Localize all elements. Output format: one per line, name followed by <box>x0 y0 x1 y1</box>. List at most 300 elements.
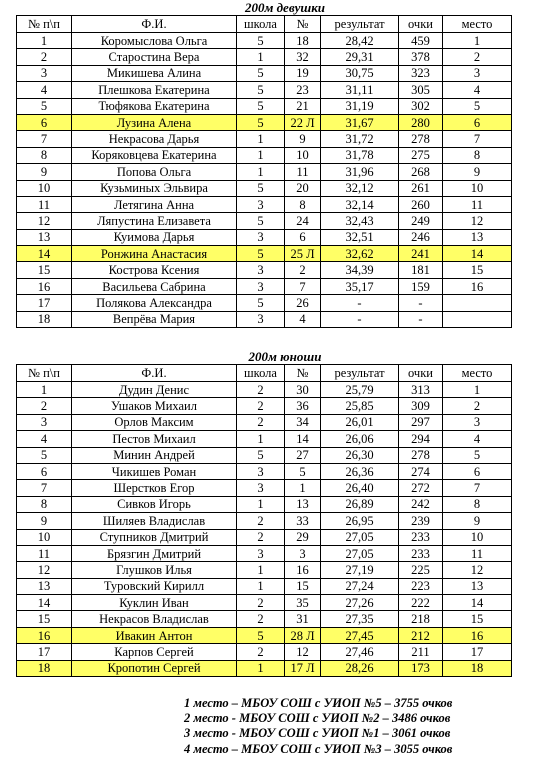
column-header: № п\п <box>17 16 72 33</box>
bib-cell: 26 <box>285 295 321 311</box>
school-cell: 2 <box>237 644 285 660</box>
place-cell: 11 <box>443 545 512 561</box>
result-cell: 31,19 <box>321 98 399 114</box>
place-cell: 15 <box>443 611 512 627</box>
points-cell: 159 <box>399 278 443 294</box>
school-cell: 1 <box>237 131 285 147</box>
table-row <box>17 114 512 130</box>
girls-table-body <box>17 33 512 328</box>
school-cell: 2 <box>237 414 285 430</box>
standing-line: 3 место - МБОУ СОШ с УИОП №1 – 3061 очков <box>184 726 451 741</box>
name-cell: Вепрёва Мария <box>72 311 237 327</box>
school-cell: 1 <box>237 496 285 512</box>
name-cell: Летягина Анна <box>72 196 237 212</box>
boys-results-table <box>16 364 512 677</box>
bib-cell: 6 <box>285 229 321 245</box>
result-cell: 27,05 <box>321 545 399 561</box>
points-cell: 225 <box>399 562 443 578</box>
result-cell: 34,39 <box>321 262 399 278</box>
row-number-cell: 17 <box>17 295 72 311</box>
school-cell: 5 <box>237 246 285 262</box>
name-cell: Полякова Александра <box>72 295 237 311</box>
points-cell: 378 <box>399 49 443 65</box>
bib-cell: 28 Л <box>285 627 321 643</box>
name-cell: Куклин Иван <box>72 595 237 611</box>
name-cell: Лузина Алена <box>72 114 237 130</box>
column-header: Ф.И. <box>72 16 237 33</box>
column-header: Ф.И. <box>72 365 237 382</box>
row-number-cell: 1 <box>17 33 72 49</box>
points-cell: 181 <box>399 262 443 278</box>
table-row <box>17 164 512 180</box>
bib-cell: 18 <box>285 33 321 49</box>
school-cell: 2 <box>237 611 285 627</box>
school-cell: 2 <box>237 529 285 545</box>
school-cell: 1 <box>237 49 285 65</box>
name-cell: Шерстков Егор <box>72 480 237 496</box>
points-cell: 261 <box>399 180 443 196</box>
bib-cell: 33 <box>285 513 321 529</box>
bib-cell: 21 <box>285 98 321 114</box>
bib-cell: 8 <box>285 196 321 212</box>
place-cell: 16 <box>443 278 512 294</box>
table-row <box>17 627 512 643</box>
place-cell: 1 <box>443 33 512 49</box>
name-cell: Некрасов Владислав <box>72 611 237 627</box>
row-number-cell: 13 <box>17 229 72 245</box>
school-cell: 2 <box>237 398 285 414</box>
row-number-cell: 11 <box>17 545 72 561</box>
name-cell: Карпов Сергей <box>72 644 237 660</box>
result-cell: 31,11 <box>321 82 399 98</box>
place-cell <box>443 311 512 327</box>
table-row <box>17 262 512 278</box>
row-number-cell: 16 <box>17 627 72 643</box>
table-row <box>17 131 512 147</box>
result-cell: 26,40 <box>321 480 399 496</box>
place-cell: 6 <box>443 114 512 130</box>
place-cell: 10 <box>443 529 512 545</box>
name-cell: Коряковцева Екатерина <box>72 147 237 163</box>
table-row <box>17 611 512 627</box>
result-cell: 26,89 <box>321 496 399 512</box>
row-number-cell: 3 <box>17 65 72 81</box>
bib-cell: 7 <box>285 278 321 294</box>
name-cell: Дудин Денис <box>72 382 237 398</box>
points-cell: 302 <box>399 98 443 114</box>
name-cell: Куимова Дарья <box>72 229 237 245</box>
bib-cell: 10 <box>285 147 321 163</box>
result-cell: 26,01 <box>321 414 399 430</box>
bib-cell: 15 <box>285 578 321 594</box>
row-number-cell: 18 <box>17 311 72 327</box>
place-cell <box>443 295 512 311</box>
place-cell: 14 <box>443 246 512 262</box>
table-row <box>17 513 512 529</box>
result-cell: 31,72 <box>321 131 399 147</box>
points-cell: 274 <box>399 463 443 479</box>
row-number-cell: 17 <box>17 644 72 660</box>
girls-section-title: 200м девушки <box>244 0 326 15</box>
row-number-cell: 18 <box>17 660 72 676</box>
standing-line: 1 место – МБОУ СОШ с УИОП №5 – 3755 очков <box>184 696 453 710</box>
points-cell: 242 <box>399 496 443 512</box>
name-cell: Попова Ольга <box>72 164 237 180</box>
table-row <box>17 431 512 447</box>
bib-cell: 19 <box>285 65 321 81</box>
place-cell: 16 <box>443 627 512 643</box>
bib-cell: 25 Л <box>285 246 321 262</box>
school-cell: 5 <box>237 180 285 196</box>
place-cell: 13 <box>443 578 512 594</box>
bib-cell: 27 <box>285 447 321 463</box>
name-cell: Кострова Ксения <box>72 262 237 278</box>
bib-cell: 1 <box>285 480 321 496</box>
result-cell: 32,14 <box>321 196 399 212</box>
school-cell: 5 <box>237 82 285 98</box>
place-cell: 10 <box>443 180 512 196</box>
name-cell: Старостина Вера <box>72 49 237 65</box>
name-cell: Тюфякова Екатерина <box>72 98 237 114</box>
table-row <box>17 196 512 212</box>
bib-cell: 14 <box>285 431 321 447</box>
table-row <box>17 147 512 163</box>
points-cell: 233 <box>399 529 443 545</box>
name-cell: Коромыслова Ольга <box>72 33 237 49</box>
boys-table-body <box>17 382 512 677</box>
place-cell: 4 <box>443 82 512 98</box>
name-cell: Пестов Михаил <box>72 431 237 447</box>
column-header: школа <box>237 16 285 33</box>
name-cell: Ронжина Анастасия <box>72 246 237 262</box>
points-cell: - <box>399 295 443 311</box>
place-cell: 18 <box>443 660 512 676</box>
school-cell: 1 <box>237 147 285 163</box>
result-cell: 26,06 <box>321 431 399 447</box>
row-number-cell: 4 <box>17 82 72 98</box>
name-cell: Орлов Максим <box>72 414 237 430</box>
points-cell: 278 <box>399 131 443 147</box>
name-cell: Чикишев Роман <box>72 463 237 479</box>
school-cell: 1 <box>237 562 285 578</box>
school-cell: 5 <box>237 295 285 311</box>
result-cell: 31,67 <box>321 114 399 130</box>
bib-cell: 36 <box>285 398 321 414</box>
row-number-cell: 7 <box>17 131 72 147</box>
table-row <box>17 398 512 414</box>
bib-cell: 11 <box>285 164 321 180</box>
name-cell: Шиляев Владислав <box>72 513 237 529</box>
place-cell: 2 <box>443 398 512 414</box>
result-cell: 26,95 <box>321 513 399 529</box>
row-number-cell: 2 <box>17 398 72 414</box>
result-cell: 31,78 <box>321 147 399 163</box>
result-cell: 27,26 <box>321 595 399 611</box>
points-cell: 241 <box>399 246 443 262</box>
name-cell: Брязгин Дмитрий <box>72 545 237 561</box>
school-cell: 1 <box>237 660 285 676</box>
column-header: № <box>285 365 321 382</box>
name-cell: Плешкова Екатерина <box>72 82 237 98</box>
table-header-row <box>17 365 512 382</box>
table-row <box>17 98 512 114</box>
name-cell: Кропотин Сергей <box>72 660 237 676</box>
points-cell: 233 <box>399 545 443 561</box>
row-number-cell: 10 <box>17 180 72 196</box>
result-cell: 27,24 <box>321 578 399 594</box>
result-cell: 32,51 <box>321 229 399 245</box>
row-number-cell: 13 <box>17 578 72 594</box>
place-cell: 8 <box>443 496 512 512</box>
school-cell: 2 <box>237 513 285 529</box>
row-number-cell: 9 <box>17 164 72 180</box>
bib-cell: 22 Л <box>285 114 321 130</box>
table-row <box>17 246 512 262</box>
result-cell: 27,19 <box>321 562 399 578</box>
row-number-cell: 5 <box>17 447 72 463</box>
bib-cell: 34 <box>285 414 321 430</box>
row-number-cell: 15 <box>17 611 72 627</box>
points-cell: 323 <box>399 65 443 81</box>
place-cell: 14 <box>443 595 512 611</box>
bib-cell: 32 <box>285 49 321 65</box>
bib-cell: 31 <box>285 611 321 627</box>
table-row <box>17 463 512 479</box>
place-cell: 2 <box>443 49 512 65</box>
row-number-cell: 8 <box>17 496 72 512</box>
row-number-cell: 16 <box>17 278 72 294</box>
points-cell: 260 <box>399 196 443 212</box>
table-row <box>17 480 512 496</box>
result-cell: 27,46 <box>321 644 399 660</box>
result-cell: - <box>321 295 399 311</box>
bib-cell: 23 <box>285 82 321 98</box>
name-cell: Минин Андрей <box>72 447 237 463</box>
place-cell: 8 <box>443 147 512 163</box>
table-row <box>17 496 512 512</box>
bib-cell: 24 <box>285 213 321 229</box>
row-number-cell: 3 <box>17 414 72 430</box>
table-row <box>17 213 512 229</box>
table-row <box>17 180 512 196</box>
place-cell: 5 <box>443 447 512 463</box>
name-cell: Глушков Илья <box>72 562 237 578</box>
table-row <box>17 644 512 660</box>
row-number-cell: 10 <box>17 529 72 545</box>
points-cell: 313 <box>399 382 443 398</box>
school-cell: 1 <box>237 431 285 447</box>
row-number-cell: 1 <box>17 382 72 398</box>
points-cell: 173 <box>399 660 443 676</box>
table-row <box>17 65 512 81</box>
place-cell: 3 <box>443 414 512 430</box>
row-number-cell: 12 <box>17 562 72 578</box>
place-cell: 12 <box>443 213 512 229</box>
school-cell: 3 <box>237 545 285 561</box>
points-cell: 249 <box>399 213 443 229</box>
place-cell: 11 <box>443 196 512 212</box>
name-cell: Сивков Игорь <box>72 496 237 512</box>
name-cell: Некрасова Дарья <box>72 131 237 147</box>
place-cell: 7 <box>443 131 512 147</box>
points-cell: 212 <box>399 627 443 643</box>
row-number-cell: 5 <box>17 98 72 114</box>
points-cell: 222 <box>399 595 443 611</box>
school-cell: 5 <box>237 114 285 130</box>
row-number-cell: 14 <box>17 595 72 611</box>
place-cell: 15 <box>443 262 512 278</box>
points-cell: 272 <box>399 480 443 496</box>
table-row <box>17 311 512 327</box>
result-cell: 27,45 <box>321 627 399 643</box>
row-number-cell: 9 <box>17 513 72 529</box>
result-cell: 29,31 <box>321 49 399 65</box>
name-cell: Микишева Алина <box>72 65 237 81</box>
points-cell: 278 <box>399 447 443 463</box>
points-cell: 223 <box>399 578 443 594</box>
points-cell: 218 <box>399 611 443 627</box>
table-row <box>17 229 512 245</box>
result-cell: 32,62 <box>321 246 399 262</box>
girls-results-table <box>16 15 512 328</box>
standing-line: 2 место - МБОУ СОШ с УИОП №2 – 3486 очков <box>184 711 451 726</box>
table-row <box>17 49 512 65</box>
bib-cell: 4 <box>285 311 321 327</box>
school-cell: 2 <box>237 382 285 398</box>
school-cell: 1 <box>237 164 285 180</box>
result-cell: 25,79 <box>321 382 399 398</box>
row-number-cell: 15 <box>17 262 72 278</box>
standing-line: 4 место – МБОУ СОШ с УИОП №3 – 3055 очков <box>184 741 453 756</box>
bib-cell: 5 <box>285 463 321 479</box>
result-cell: 32,43 <box>321 213 399 229</box>
result-cell: 26,36 <box>321 463 399 479</box>
row-number-cell: 2 <box>17 49 72 65</box>
result-cell: 31,96 <box>321 164 399 180</box>
name-cell: Ушаков Михаил <box>72 398 237 414</box>
column-header: очки <box>399 16 443 33</box>
place-cell: 7 <box>443 480 512 496</box>
team-standings <box>184 696 452 757</box>
points-cell: 280 <box>399 114 443 130</box>
place-cell: 12 <box>443 562 512 578</box>
column-header: результат <box>321 365 399 382</box>
school-cell: 3 <box>237 311 285 327</box>
school-cell: 5 <box>237 98 285 114</box>
school-cell: 2 <box>237 595 285 611</box>
result-cell: 27,05 <box>321 529 399 545</box>
school-cell: 5 <box>237 33 285 49</box>
table-row <box>17 545 512 561</box>
bib-cell: 13 <box>285 496 321 512</box>
column-header: № п\п <box>17 365 72 382</box>
bib-cell: 20 <box>285 180 321 196</box>
name-cell: Кузьминых Эльвира <box>72 180 237 196</box>
table-row <box>17 562 512 578</box>
table-row <box>17 295 512 311</box>
bib-cell: 16 <box>285 562 321 578</box>
name-cell: Васильева Сабрина <box>72 278 237 294</box>
place-cell: 13 <box>443 229 512 245</box>
place-cell: 6 <box>443 463 512 479</box>
row-number-cell: 11 <box>17 196 72 212</box>
row-number-cell: 7 <box>17 480 72 496</box>
table-row <box>17 595 512 611</box>
bib-cell: 29 <box>285 529 321 545</box>
place-cell: 9 <box>443 164 512 180</box>
points-cell: 305 <box>399 82 443 98</box>
school-cell: 3 <box>237 278 285 294</box>
table-row <box>17 278 512 294</box>
row-number-cell: 6 <box>17 463 72 479</box>
column-header: результат <box>321 16 399 33</box>
table-row <box>17 33 512 49</box>
column-header: № <box>285 16 321 33</box>
result-cell: 25,85 <box>321 398 399 414</box>
points-cell: 294 <box>399 431 443 447</box>
result-cell: 26,30 <box>321 447 399 463</box>
place-cell: 4 <box>443 431 512 447</box>
school-cell: 5 <box>237 627 285 643</box>
bib-cell: 12 <box>285 644 321 660</box>
boys-section-title: 200м юноши <box>248 349 322 364</box>
points-cell: 268 <box>399 164 443 180</box>
points-cell: 459 <box>399 33 443 49</box>
column-header: школа <box>237 365 285 382</box>
row-number-cell: 8 <box>17 147 72 163</box>
bib-cell: 2 <box>285 262 321 278</box>
table-row <box>17 382 512 398</box>
row-number-cell: 4 <box>17 431 72 447</box>
school-cell: 3 <box>237 463 285 479</box>
place-cell: 9 <box>443 513 512 529</box>
school-cell: 3 <box>237 196 285 212</box>
name-cell: Ляпустина Елизавета <box>72 213 237 229</box>
result-cell: 32,12 <box>321 180 399 196</box>
row-number-cell: 12 <box>17 213 72 229</box>
row-number-cell: 6 <box>17 114 72 130</box>
result-cell: 28,42 <box>321 33 399 49</box>
school-cell: 5 <box>237 65 285 81</box>
name-cell: Ивакин Антон <box>72 627 237 643</box>
school-cell: 5 <box>237 447 285 463</box>
school-cell: 3 <box>237 262 285 278</box>
result-cell: 28,26 <box>321 660 399 676</box>
table-row <box>17 82 512 98</box>
bib-cell: 3 <box>285 545 321 561</box>
table-header-row <box>17 16 512 33</box>
place-cell: 17 <box>443 644 512 660</box>
result-cell: 35,17 <box>321 278 399 294</box>
points-cell: 297 <box>399 414 443 430</box>
school-cell: 1 <box>237 578 285 594</box>
points-cell: 309 <box>399 398 443 414</box>
points-cell: 246 <box>399 229 443 245</box>
result-cell: - <box>321 311 399 327</box>
bib-cell: 9 <box>285 131 321 147</box>
row-number-cell: 14 <box>17 246 72 262</box>
result-cell: 30,75 <box>321 65 399 81</box>
school-cell: 3 <box>237 229 285 245</box>
result-cell: 27,35 <box>321 611 399 627</box>
school-cell: 3 <box>237 480 285 496</box>
column-header: место <box>443 365 512 382</box>
points-cell: 275 <box>399 147 443 163</box>
place-cell: 3 <box>443 65 512 81</box>
points-cell: - <box>399 311 443 327</box>
column-header: очки <box>399 365 443 382</box>
table-row <box>17 529 512 545</box>
